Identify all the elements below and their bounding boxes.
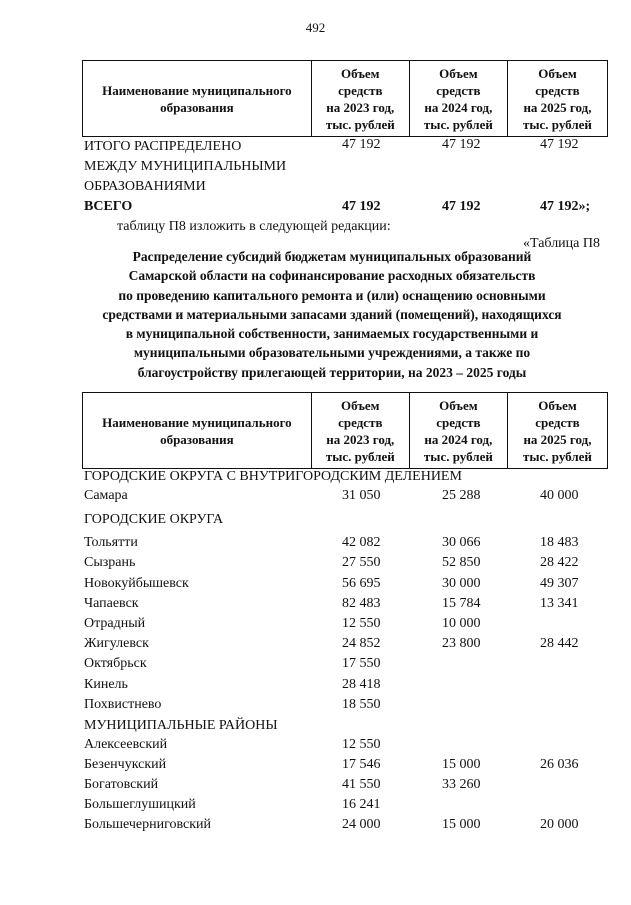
value-2023: 82 483 (342, 596, 381, 611)
value-2023: 17 546 (342, 757, 381, 772)
grand-total-row (82, 199, 608, 219)
value-2025: 49 307 (540, 576, 579, 591)
title-line: Распределение субсидий бюджетам муниципальных образований (132, 249, 532, 264)
table-row (82, 677, 608, 697)
header-2023-line: на 2023 год, (326, 99, 395, 115)
value-2023: 47 192 (342, 199, 381, 214)
value-2023: 47 192 (342, 137, 381, 152)
title-line: средствами и материальными запасами зданий (помещений), находящихся (102, 306, 562, 322)
header-2024-line: тыс. рублей (423, 448, 493, 464)
value-2024: 15 000 (442, 757, 481, 772)
table-row (82, 737, 608, 757)
value-2023: 56 695 (342, 576, 381, 591)
value-2023: 17 550 (342, 656, 381, 671)
header-2024-line: средств (436, 414, 481, 430)
value-2025: 47 192 (540, 137, 579, 152)
value-2024: 47 192 (442, 137, 481, 152)
value-2024: 15 000 (442, 817, 481, 832)
header-2023-line: Объем (341, 397, 380, 413)
header-col-2023 (311, 393, 409, 469)
value-2023: 24 852 (342, 636, 381, 651)
section-heading: ГОРОДСКИЕ ОКРУГА (84, 512, 224, 527)
header-2024-line: Объем (439, 65, 478, 81)
table-title (62, 247, 602, 382)
grand-total-label: ВСЕГО (84, 199, 133, 214)
title-line: в муниципальной собственности, занимаемых государственными и (125, 326, 539, 342)
row-name: Октябрьск (84, 656, 147, 671)
label-line: МЕЖДУ МУНИЦИПАЛЬНЫМИ (84, 159, 287, 174)
value-2023: 28 418 (342, 677, 381, 692)
instruction-text: таблицу П8 изложить в следующей редакции: (117, 219, 391, 234)
table-row (82, 555, 608, 575)
row-name: Жигулевск (84, 636, 149, 651)
table-row (82, 656, 608, 676)
value-2025: 26 036 (540, 757, 579, 772)
value-2024: 23 800 (442, 636, 481, 651)
section-heading: ГОРОДСКИЕ ОКРУГА С ВНУТРИГОРОДСКИМ ДЕЛЕНИЕМ (84, 469, 462, 484)
value-2025: 13 341 (540, 596, 579, 611)
value-2025: 18 483 (540, 535, 579, 550)
value-2023: 42 082 (342, 535, 381, 550)
table-row (82, 697, 608, 717)
header-2024-line: тыс. рублей (423, 116, 493, 132)
header-2023-line: тыс. рублей (325, 448, 395, 464)
value-2023: 24 000 (342, 817, 381, 832)
table-row (82, 817, 608, 837)
header-2024-line: на 2024 год, (424, 431, 493, 447)
header-2025-line: на 2025 год, (523, 431, 592, 447)
label-line: ОБРАЗОВАНИЯМИ (84, 179, 206, 194)
header-col-2025 (507, 393, 607, 469)
table-row (82, 535, 608, 555)
title-line: благоустройству прилегающей территории, на 2023 – 2025 годы (137, 364, 527, 380)
value-2024: 33 260 (442, 777, 481, 792)
row-name: Похвистнево (84, 697, 162, 712)
value-2024: 30 066 (442, 535, 481, 550)
header-2024-line: средств (436, 82, 481, 98)
header-col-2023 (311, 61, 409, 137)
row-name: Кинель (84, 677, 128, 692)
row-name: Безенчукский (84, 757, 167, 772)
value-2023: 16 241 (342, 797, 381, 812)
header-col-2025 (507, 61, 607, 137)
value-2023: 12 550 (342, 616, 381, 631)
value-2025: 47 192»; (540, 199, 591, 214)
row-name: Отрадный (84, 616, 146, 631)
table-label: «Таблица П8 (523, 236, 600, 251)
row-name: Большечерниговский (84, 817, 212, 832)
header-2025-line: Объем (538, 397, 577, 413)
title-line: Самарской области на софинансирование расходных обязательств (128, 268, 536, 284)
table-row (82, 596, 608, 616)
header-2025-line: средств (535, 414, 580, 430)
table1-header (82, 60, 608, 137)
row-name: Чапаевск (84, 596, 139, 611)
value-2025: 40 000 (540, 488, 579, 503)
page-number: 492 (305, 20, 326, 35)
header-2025-line: средств (535, 82, 580, 98)
header-2025-line: тыс. рублей (522, 116, 592, 132)
header-2025-line: Объем (538, 65, 577, 81)
title-line: по проведению капитального ремонта и (или) оснащению основными (118, 287, 546, 303)
value-2025: 28 422 (540, 555, 579, 570)
header-2023-line: на 2023 год, (326, 431, 395, 447)
header-2024-line: Объем (439, 397, 478, 413)
header-2023-line: Объем (341, 65, 380, 81)
table-row (82, 636, 608, 656)
row-name: Самара (84, 488, 128, 503)
header-col-2024 (409, 61, 507, 137)
value-2023: 31 050 (342, 488, 381, 503)
row-name: Новокуйбышевск (84, 576, 189, 591)
value-2024: 15 784 (442, 596, 481, 611)
value-2024: 10 000 (442, 616, 481, 631)
row-name: Богатовский (84, 777, 159, 792)
value-2024: 52 850 (442, 555, 481, 570)
total-distributed-row (82, 137, 608, 197)
value-2025: 20 000 (540, 817, 579, 832)
table-row (82, 488, 608, 508)
header-2023-line: средств (338, 414, 383, 430)
total-distributed-label (84, 137, 286, 197)
row-name: Тольятти (84, 535, 138, 550)
value-2023: 41 550 (342, 777, 381, 792)
section-heading: МУНИЦИПАЛЬНЫЕ РАЙОНЫ (84, 718, 278, 733)
header-col-2024 (409, 393, 507, 469)
row-name: Сызрань (84, 555, 136, 570)
table-row (82, 757, 608, 777)
header-col-name: Наименование муниципального образования (83, 61, 312, 137)
value-2023: 27 550 (342, 555, 381, 570)
title-line: муниципальными образовательными учреждениями, а также по (133, 345, 531, 361)
table-row (82, 616, 608, 636)
row-name: Большеглушицкий (84, 797, 196, 812)
value-2024: 47 192 (442, 199, 481, 214)
value-2023: 18 550 (342, 697, 381, 712)
header-2025-line: тыс. рублей (522, 448, 592, 464)
table-row (82, 777, 608, 797)
row-name: Алексеевский (84, 737, 168, 752)
table2-header (82, 392, 608, 469)
header-2024-line: на 2024 год, (424, 99, 493, 115)
header-col-name: Наименование муниципального образования (83, 393, 312, 469)
table-row (82, 576, 608, 596)
value-2025: 28 442 (540, 636, 579, 651)
header-2023-line: тыс. рублей (325, 116, 395, 132)
label-line: ИТОГО РАСПРЕДЕЛЕНО (84, 139, 242, 154)
header-2023-line: средств (338, 82, 383, 98)
value-2024: 25 288 (442, 488, 481, 503)
value-2023: 12 550 (342, 737, 381, 752)
table-row (82, 797, 608, 817)
value-2024: 30 000 (442, 576, 481, 591)
header-2025-line: на 2025 год, (523, 99, 592, 115)
